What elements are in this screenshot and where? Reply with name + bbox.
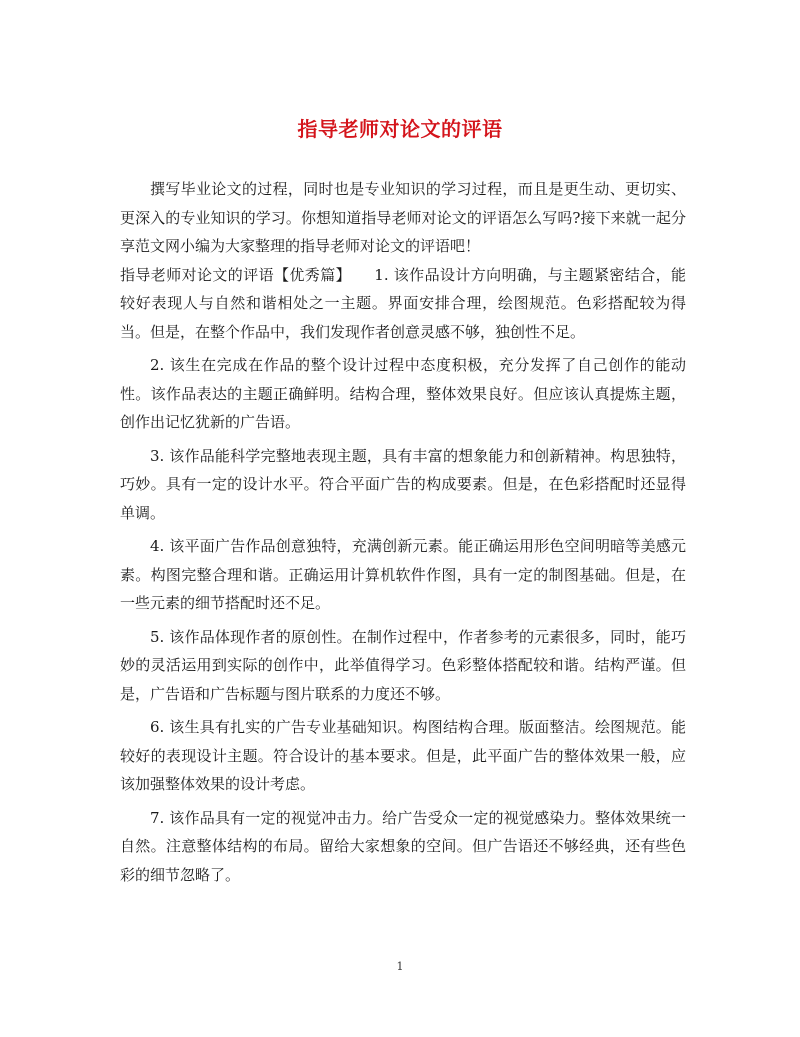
document-title: 指导老师对论文的评语 bbox=[297, 117, 503, 141]
list-item: 6. 该生具有扎实的广告专业基础知识。构图结构合理。版面整洁。绘图规范。能较好的表现设计主题。符合设计的基本要求。但是，此平面广告的整体效果一般，应该加强整体效果的设计考虑。 bbox=[120, 718, 686, 793]
section-paragraph: 指导老师对论文的评语【优秀篇】 1. 该作品设计方向明确，与主题紧密结合，能较好表现人与自然和谐相处之一主题。界面安排合理，绘图规范。色彩搭配较为得当。但是，在整个作品中，我们发现作者创意灵感不够，独创性不足。 bbox=[120, 265, 686, 341]
page-number: 1 bbox=[396, 960, 404, 973]
list-item: 5. 该作品体现作者的原创性。在制作过程中，作者参考的元素很多，同时，能巧妙的灵活运用到实际的创作中，此举值得学习。色彩整体搭配较和谐。结构严谨。但是，广告语和广告标题与图片联系的力度还不够。 bbox=[120, 627, 686, 703]
intro-paragraph: 撰写毕业论文的过程，同时也是专业知识的学习过程，而且是更生动、更切实、更深入的专业知识的学习。你想知道指导老师对论文的评语怎么写吗?接下来就一起分享范文网小编为大家整理的指导老师对论文的评语吧！ bbox=[120, 180, 686, 255]
list-item: 3. 该作品能科学完整地表现主题，具有丰富的想象能力和创新精神。构思独特，巧妙。具有一定的设计水平。符合平面广告的构成要素。但是，在色彩搭配时还显得单调。 bbox=[120, 446, 686, 522]
list-item: 7. 该作品具有一定的视觉冲击力。给广告受众一定的视觉感染力。整体效果统一自然。注意整体结构的布局。留给大家想象的空间。但广告语还不够经典，还有些色彩的细节忽略了。 bbox=[120, 808, 686, 884]
list-item: 4. 该平面广告作品创意独特，充满创新元素。能正确运用形色空间明暗等美感元素。构图完整合理和谐。正确运用计算机软件作图，具有一定的制图基础。但是，在一些元素的细节搭配时还不足。 bbox=[120, 537, 686, 612]
document-body bbox=[120, 175, 686, 894]
list-item: 2. 该生在完成在作品的整个设计过程中态度积极，充分发挥了自己创作的能动性。该作品表达的主题正确鲜明。结构合理，整体效果良好。但应该认真提炼主题，创作出记忆犹新的广告语。 bbox=[120, 356, 686, 431]
